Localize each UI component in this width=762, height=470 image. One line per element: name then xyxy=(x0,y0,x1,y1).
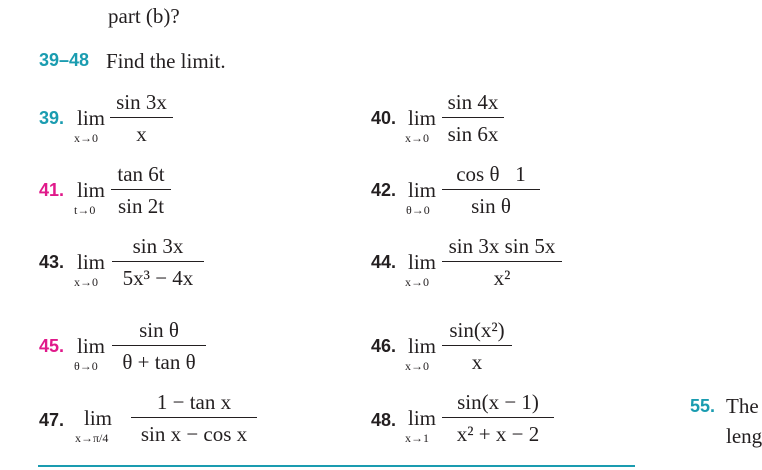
numerator: tan 6t xyxy=(117,162,165,186)
lim-subscript: x→0 xyxy=(405,275,429,289)
lim-label: lim xyxy=(408,106,437,130)
fraction xyxy=(442,90,504,146)
exercise-instruction: Find the limit. xyxy=(106,49,226,73)
fraction xyxy=(112,318,206,374)
fraction-bar xyxy=(112,345,206,346)
problem-number: 46. xyxy=(371,336,397,356)
lim-label: lim xyxy=(84,406,113,430)
fraction xyxy=(111,162,171,218)
denominator: x² + x − 2 xyxy=(456,422,540,446)
problem-number: 40. xyxy=(371,108,397,128)
lim-label: lim xyxy=(77,178,106,202)
exercise-range: 39–48 xyxy=(39,50,90,70)
fraction-bar xyxy=(442,117,504,118)
numerator: 1 − tan x xyxy=(156,390,232,414)
lim-subscript: x→π/4 xyxy=(75,431,109,445)
lim-label: lim xyxy=(408,178,437,202)
denominator: x² xyxy=(493,266,511,290)
numerator: sin 3x xyxy=(116,90,167,114)
lim-label: lim xyxy=(77,250,106,274)
problem-55-text-line-2: leng xyxy=(726,424,762,448)
fraction-bar xyxy=(442,417,554,418)
problem-number: 43. xyxy=(39,252,65,272)
denominator: x xyxy=(471,350,483,374)
numerator: sin(x²) xyxy=(449,318,505,342)
numerator: cos θ 1 xyxy=(456,162,526,186)
numerator: sin 3x sin 5x xyxy=(448,234,556,258)
fraction-bar xyxy=(442,345,512,346)
problem-55-number: 55. xyxy=(690,396,716,416)
problem-number: 44. xyxy=(371,252,397,272)
fraction xyxy=(442,390,554,446)
fraction xyxy=(442,318,512,374)
denominator: 5x³ − 4x xyxy=(122,266,194,290)
lim-subscript: x→0 xyxy=(74,131,98,145)
lim-subscript: x→1 xyxy=(405,431,429,445)
lim-subscript: θ→0 xyxy=(74,359,98,373)
numerator: sin 4x xyxy=(447,90,499,114)
fraction-bar xyxy=(111,189,171,190)
fraction xyxy=(442,234,562,290)
problem-number: 47. xyxy=(39,410,65,430)
numerator: sin 3x xyxy=(132,234,184,258)
problem-number: 42. xyxy=(371,180,397,200)
denominator: x xyxy=(136,122,147,146)
problem-number: 41. xyxy=(39,180,65,200)
lim-subscript: θ→0 xyxy=(406,203,430,217)
lim-subscript: x→0 xyxy=(405,131,429,145)
numerator: sin(x − 1) xyxy=(457,390,539,414)
lim-subscript: t→0 xyxy=(74,203,96,217)
problem-number: 45. xyxy=(39,336,65,356)
section-divider xyxy=(38,465,635,467)
lim-label: lim xyxy=(408,406,437,430)
lim-label: lim xyxy=(77,106,106,130)
denominator: θ + tan θ xyxy=(122,350,196,374)
fraction-bar xyxy=(442,261,562,262)
denominator: sin θ xyxy=(471,194,511,218)
problem-number: 48. xyxy=(371,410,397,430)
fraction xyxy=(442,162,540,218)
denominator: sin x − cos x xyxy=(140,422,248,446)
fraction xyxy=(112,234,204,290)
lim-label: lim xyxy=(408,250,437,274)
fraction-bar xyxy=(442,189,540,190)
problem-number: 39. xyxy=(39,108,65,128)
fraction-bar xyxy=(112,261,204,262)
previous-part-text: part (b)? xyxy=(108,4,180,28)
lim-subscript: x→0 xyxy=(74,275,98,289)
denominator: sin 2t xyxy=(117,194,165,218)
lim-subscript: x→0 xyxy=(405,359,429,373)
numerator: sin θ xyxy=(139,318,179,342)
lim-label: lim xyxy=(77,334,106,358)
denominator: sin 6x xyxy=(447,122,499,146)
fraction xyxy=(110,90,173,146)
fraction-bar xyxy=(131,417,257,418)
fraction xyxy=(131,390,257,446)
fraction-bar xyxy=(110,117,173,118)
lim-label: lim xyxy=(408,334,437,358)
problem-55-text-line-1: The xyxy=(726,394,759,418)
